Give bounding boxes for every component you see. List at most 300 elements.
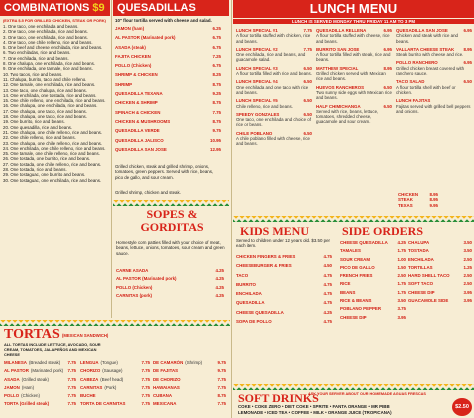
lunch-item-price: 6.50 <box>303 65 312 71</box>
torta-item-name: LENGUA <box>80 360 99 365</box>
quesadilla-item <box>115 100 221 105</box>
lunch-item-name: LUNCH SPECIAL #5 <box>236 98 278 104</box>
combo-item: 30. One tostaguac, one enchilada, rice and beans. <box>3 177 102 183</box>
torta-item-detail: (Tongue) <box>100 360 118 365</box>
lunch-item <box>236 79 312 95</box>
torta-item <box>153 401 226 406</box>
side-item-name: ENCHILADA <box>408 256 434 262</box>
combo-item: 2. One taco, one enchilada, rice and beans. <box>3 29 88 35</box>
lunch-item-desc: Steak burrito with cheese and rice. <box>396 52 464 58</box>
side-item-name: RICE & BEANS <box>340 298 372 304</box>
kids-title: KIDS MENU <box>240 224 310 238</box>
lunch-item-name: CHILE POBLANO <box>236 130 273 136</box>
combo-item: 14. One enchilada, one tostada, rice and beans. <box>3 92 97 98</box>
drinks-zigzag <box>233 384 474 390</box>
quesadilla-item <box>115 45 221 50</box>
side-item <box>408 265 472 270</box>
torta-item-price: 7.75 <box>67 376 76 382</box>
side-item <box>340 290 406 295</box>
sides-col-2 <box>408 240 472 306</box>
quesadilla-item-price: 8.75 <box>212 118 221 124</box>
side-item-price: 1.25 <box>463 264 472 270</box>
fajita-item <box>398 203 438 208</box>
kids-item-name: CHICKEN FINGERS & FRIES <box>236 254 296 259</box>
lunch-item-price: 6.95 <box>383 28 392 33</box>
torta-item <box>80 360 150 365</box>
side-item-price: 4.25 <box>397 240 406 245</box>
quesadilla-item-name: AL PASTOR (Marinated pork) <box>115 35 176 41</box>
torta-item-detail: (Sausage) <box>102 368 123 374</box>
torta-item-price: 7.75 <box>217 376 226 382</box>
torta-item-price: 7.75 <box>141 393 150 399</box>
kids-item-name: SOPA DE POLLO <box>236 319 272 325</box>
lunch-item-desc: One enchilada and one taco with rice and beans. <box>236 84 309 95</box>
lunch-subtitle: LUNCH IS SERVED MONDAY THRU FRIDAY 11 AM TO 3 PM <box>233 19 474 24</box>
side-item-name: GUACAMOLE SIDE <box>408 298 449 304</box>
sopes-item-name: CARNITAS (pork) <box>116 292 153 298</box>
lunch-item-desc: Chicken and steak with rice and beans. <box>396 33 458 44</box>
combo-item: 23. One chalupa, one chile relleno, rice and beans. <box>3 140 103 146</box>
fajita-item-name: TEXAS <box>398 202 413 208</box>
kids-item-name: ENCHILADA <box>236 291 262 297</box>
tortas-subtitle: (MEXICAN SANDWICH) <box>62 333 109 338</box>
lunch-item <box>236 47 312 63</box>
lunch-item <box>316 28 392 44</box>
divider-1 <box>111 0 112 318</box>
lunch-item <box>316 85 392 101</box>
torta-item-name: CABEZA <box>80 376 99 382</box>
drinks-title: SOFT DRINKS <box>238 391 319 405</box>
combo-item: 27. One tostada, one chile relleno, rice and beans. <box>3 161 102 167</box>
quesadilla-item-name: QUESADILLA JALISCO <box>115 137 164 143</box>
kids-item <box>236 300 332 305</box>
combo-item: 26. One tostada, one burrito, rice and beans. <box>3 156 91 162</box>
lunch-item <box>236 66 312 77</box>
combinations-title: COMBINATIONS <box>4 2 90 14</box>
lunch-header: LUNCH MENU <box>233 0 474 18</box>
side-item-name: RICE <box>340 281 351 287</box>
torta-item-price: 7.75 <box>141 376 150 382</box>
torta-item-price: 7.75 <box>67 401 76 407</box>
lunch-item-name: VALLARTA CHEESE STEAK <box>396 46 455 52</box>
combinations-note: (EXTRA $.5 FOR GRILLED CHICKEN, STEAK OR PORK) <box>3 18 106 23</box>
torta-item-name: DE CHORIZO <box>153 376 181 382</box>
sopes-note: Homestyle corn patties filled with your choice of meat, beans, lettuce, onions, tomatoes, sour cream and green sauce. <box>116 240 225 256</box>
side-item-price: 2.50 <box>463 273 472 279</box>
torta-item-detail: (Beef head) <box>100 376 124 382</box>
lunch-item-header <box>236 79 312 84</box>
quesadilla-item-price: 6.75 <box>212 35 221 41</box>
side-item-name: FRENCH FRIES <box>340 273 373 279</box>
torta-item-price: 7.75 <box>141 384 150 390</box>
side-item-price: 1.75 <box>397 281 406 287</box>
torta-item-name: JAMON <box>4 384 20 390</box>
lunch-item-price: 6.50 <box>383 84 392 90</box>
torta-item <box>80 377 150 382</box>
drinks-note: ASK YOUR SERVER ABOUT OUR HOMEMADE AGUAS FRESCAS <box>308 392 426 396</box>
quesadilla-item-name: JAMON (ham) <box>115 26 145 31</box>
quesadilla-item-price: 8.75 <box>212 100 221 106</box>
quesadilla-item <box>115 26 221 31</box>
side-item-price: 1.00 <box>397 256 406 262</box>
sopes-title: SOPES & GORDITAS <box>140 207 204 234</box>
lunch-item-name: LUNCH SPECIAL #4 <box>236 79 278 85</box>
lunch-item <box>236 28 312 44</box>
quesadillas-list <box>115 26 221 156</box>
side-item <box>340 273 406 278</box>
quesadilla-item <box>115 128 221 133</box>
quesadilla-item-price: 8.75 <box>212 81 221 87</box>
torta-item-name: AL PASTOR <box>4 368 29 374</box>
torta-item-name: DE CAMARÓN <box>153 360 184 365</box>
side-item <box>408 248 472 253</box>
quesadillas-header: QUESADILLAS <box>113 0 229 16</box>
side-item-name: HARD SHELL TACO <box>408 273 450 279</box>
torta-item <box>80 401 150 406</box>
quesadilla-item-name: CHICKEN & SHRIMP <box>115 100 158 106</box>
combo-item: 25. One tamale, one chile relleno, rice and beans. <box>3 151 100 157</box>
combo-item: 6. Two enchiladas, rice and beans. <box>3 50 71 56</box>
lunch-item-name: HUEVOS RANCHEROS <box>316 84 365 90</box>
combo-item: 15. One chile relleno, one enchilada, rice and beans. <box>3 98 106 104</box>
lunch-item-price: 6.50 <box>463 79 472 85</box>
combo-item: 22. One chile relleno, rice and beans. <box>3 135 76 141</box>
lunch-item <box>396 28 472 44</box>
kids-item-price: 4.75 <box>323 272 332 278</box>
lunch-item <box>396 60 472 76</box>
lunch-item-price: 6.50 <box>303 79 312 85</box>
torta-item-name: TORTA (Grilled steak) <box>4 401 50 407</box>
combo-item: 19. One burrito, rice and beans. <box>3 119 65 125</box>
side-item <box>408 290 472 295</box>
lunch-item-name: MATTHEW SPECIAL <box>316 65 359 71</box>
quesadilla-item-price: 9.25 <box>212 91 221 97</box>
kids-item-price: 4.75 <box>323 300 332 306</box>
torta-item-name: TORTA DE CARNITAS <box>80 401 126 407</box>
lunch-fajitas <box>398 192 438 208</box>
lunch-item-desc: Grilled chicken breast covered with ranchero sauce. <box>396 65 465 77</box>
torta-item <box>153 360 226 365</box>
sopes-item-price: 4.25 <box>215 276 224 282</box>
combo-item: 12. One tamale, one enchilada, rice and beans. <box>3 82 96 88</box>
lunch-item-desc: A flour tortilla stuffed with cheese, rice and beans. <box>316 33 390 44</box>
tortas-zigzag <box>0 320 230 326</box>
quesadilla-item-price: 8.25 <box>212 72 221 78</box>
combo-item: 9. One enchilada, one tamale, rice and beans. <box>3 66 93 72</box>
side-item-price: 1.75 <box>397 289 406 295</box>
side-item <box>408 298 472 303</box>
side-item <box>340 240 406 245</box>
fajita-item-price: 8.95 <box>429 197 438 203</box>
quesadilla-item-price: 9.75 <box>212 128 221 134</box>
side-item-name: CHEESE QUESADILLA <box>340 240 388 245</box>
lunch-item-name: SPEEDY GONZALES <box>236 111 280 117</box>
quesadilla-sanjose-desc: Grilled shrimp, chicken and steak. <box>115 190 181 195</box>
lunch-item-header <box>236 98 312 103</box>
quesadilla-item-name: QUESADILLA VERDE <box>115 128 160 134</box>
combo-item: 1. One taco, one enchilada and beans. <box>3 24 79 29</box>
fajita-item-name: STEAK <box>398 197 413 203</box>
torta-item <box>4 377 76 382</box>
quesadilla-item-price: 7.25 <box>212 53 221 59</box>
side-item <box>340 248 406 253</box>
lunch-item-desc: Chile relleno, rice and beans. <box>236 103 293 109</box>
torta-item <box>4 401 76 406</box>
torta-item-price: 7.75 <box>217 384 226 390</box>
lunch-item-desc: A flour tortilla filled with rice and beans. <box>236 71 312 77</box>
tortas-col-3 <box>153 360 226 410</box>
side-item-name: PICO DE GALLO <box>340 264 375 270</box>
quesadilla-item-price: 10.95 <box>210 137 221 143</box>
sopes-list <box>116 268 224 301</box>
torta-item-detail: (Breaded steak) <box>28 360 61 365</box>
kids-item-name: QUESADILLA <box>236 300 265 306</box>
combo-item: 3. One taco, one enchilada, rice and beans. <box>3 34 88 40</box>
torta-item <box>80 393 150 398</box>
torta-item <box>153 368 226 373</box>
sopes-item-name: AL PASTOR (Marinated pork) <box>116 276 177 282</box>
lunch-item <box>236 98 312 109</box>
lunch-item-price: 8.95 <box>463 46 472 52</box>
quesadilla-item <box>115 110 221 115</box>
sopes-zigzag <box>113 200 229 206</box>
lunch-item-name: HALF CHIMICHANGA <box>316 103 361 109</box>
lunch-item-desc: Fajitas served with grilled bell peppers and onions. <box>396 103 471 114</box>
torta-item-price: 7.75 <box>67 384 76 390</box>
torta-item-name: CHORIZO <box>80 368 101 374</box>
drinks-line-1: COKE • COKE ZERO • DIET COKE • SPRITE • FANTA ORANGE • MR PIBB <box>238 404 390 409</box>
quesadilla-item-name: QUESADILLA SAN JOSE <box>115 146 167 152</box>
quesadilla-item-price: 6.25 <box>212 26 221 31</box>
lunch-item <box>316 47 392 63</box>
lunch-item-price <box>470 98 472 103</box>
torta-item <box>4 368 76 373</box>
torta-item-price: 9.75 <box>217 368 226 374</box>
side-item <box>340 281 406 286</box>
torta-item-detail: (Pork) <box>104 384 117 390</box>
torta-item-price: 8.75 <box>217 393 226 399</box>
kids-item <box>236 282 332 287</box>
torta-item <box>153 393 226 398</box>
quesadilla-item-name: FAJITA CHICKEN <box>115 53 151 59</box>
kids-item <box>236 263 332 268</box>
quesadilla-item-price: 6.75 <box>212 63 221 69</box>
side-item-price: 1.50 <box>397 264 406 270</box>
combo-item: 16. One chalupa, one enchilada, rice and beans. <box>3 103 98 109</box>
side-item-name: CHEESE DIP <box>340 314 367 320</box>
lunch-item-price: 7.75 <box>303 46 312 52</box>
combo-item: 28. One tostada, rice and beans. <box>3 167 67 173</box>
sides-title: SIDE ORDERS <box>342 224 424 238</box>
torta-item-name: BUCHE <box>80 393 96 399</box>
side-item <box>340 315 406 320</box>
combinations-list <box>3 24 109 183</box>
lunch-item-price: 6.50 <box>303 98 312 104</box>
lunch-item-price: 6.95 <box>463 60 472 66</box>
combinations-price: $9 <box>92 2 105 14</box>
sopes-item <box>116 285 224 290</box>
kids-item <box>236 310 332 315</box>
side-item <box>340 265 406 270</box>
torta-item <box>4 385 76 390</box>
kids-item-price: 4.75 <box>323 281 332 287</box>
lunch-item-price: 8.95 <box>383 65 392 71</box>
side-item <box>340 298 406 303</box>
sopes-item-name: POLLO (Chicken) <box>116 284 153 290</box>
quesadilla-item-name: SHRIMP <box>115 81 133 87</box>
torta-item <box>80 368 150 373</box>
quesadilla-item-name: SPINACH & CHICKEN <box>115 109 161 115</box>
sopes-item <box>116 293 224 298</box>
quesadilla-item-price: 12.95 <box>210 146 221 152</box>
torta-item <box>4 360 76 365</box>
side-item-price: 3.95 <box>463 298 472 304</box>
sopes-item-price: 4.25 <box>215 292 224 298</box>
lunch-item <box>316 104 392 125</box>
lunch-item <box>316 66 392 82</box>
combo-item: 29. One tostaguac, one burrito and beans. <box>3 172 86 178</box>
combo-item: 13. One taco, one chalupa, rice and beans. <box>3 87 87 93</box>
lunch-item-name: LUNCH FAJITAS <box>396 98 431 104</box>
kids-item <box>236 273 332 278</box>
kids-item-price: 4.50 <box>323 263 332 269</box>
lunch-item-price: 6.50 <box>303 111 312 117</box>
torta-item <box>80 385 150 390</box>
quesadilla-item <box>115 91 221 96</box>
lunch-item-desc: A flour tortilla filled with steak, rice and beans. <box>316 52 391 63</box>
torta-item-price: 7.75 <box>67 393 76 399</box>
quesadilla-item <box>115 138 221 143</box>
torta-item-price: 9.75 <box>217 360 226 365</box>
torta-item-price: 7.75 <box>141 401 150 407</box>
combo-item: 7. One enchilada, rice and beans. <box>3 55 69 61</box>
lunch-item-name: LUNCH SPECIAL #3 <box>236 65 278 71</box>
kids-item-price: 4.75 <box>323 291 332 297</box>
sopes-item-price: 4.25 <box>215 284 224 290</box>
torta-item-detail: (Grilled steak) <box>21 376 49 382</box>
side-item-name: BEANS <box>340 289 356 295</box>
torta-item-name: CUBANA <box>153 393 173 399</box>
side-item-name: CHEESE DIP <box>408 289 435 295</box>
quesadilla-item <box>115 72 221 77</box>
drinks-price-badge: $2.50 <box>452 398 472 416</box>
combo-item: 11. Chalupa, burrito, taco and chile relleno. <box>3 76 87 82</box>
torta-item-price: 7.75 <box>67 368 76 374</box>
kids-item-name: BURRITO <box>236 281 256 287</box>
side-item-name: TORTILLAS <box>408 264 433 270</box>
side-item-price: 3.50 <box>397 298 406 304</box>
sides-col-1 <box>340 240 406 323</box>
combo-item: 8. One chalupa, one enchilada, rice and beans. <box>3 61 96 67</box>
lunch-item-name: QUESADILLA SAN JOSE <box>396 28 448 33</box>
quesadilla-item <box>115 82 221 87</box>
lunch-item-desc: Grilled chicken served with Mexican rice and beans. <box>316 71 386 82</box>
lunch-item <box>236 112 312 128</box>
side-item-name: SOFT TACO <box>408 281 434 287</box>
side-item-price: 3.50 <box>463 248 472 254</box>
divider-2 <box>231 0 232 418</box>
tortas-col-2 <box>80 360 150 410</box>
torta-item-price: 7.75 <box>217 401 226 407</box>
torta-item-price: 7.75 <box>67 360 76 365</box>
kids-item <box>236 254 332 259</box>
side-item-price: 3.50 <box>463 240 472 245</box>
side-item <box>340 306 406 311</box>
side-item-price: 3.95 <box>463 289 472 295</box>
torta-item-name: ASADA <box>4 376 20 382</box>
side-item <box>408 257 472 262</box>
torta-item-detail: (Chicken) <box>21 393 40 399</box>
torta-item-name: POLLO <box>4 393 20 399</box>
lunch-item <box>396 98 472 114</box>
side-item-name: CHALUPA <box>408 240 430 245</box>
side-item-price: 3.75 <box>397 306 406 312</box>
torta-item <box>4 393 76 398</box>
tortas-note: ALL TORTAS INCLUDE LETTUCE, AVOCADO, SOUR CREAM, TOMATOES, JALAPEÑOS AND MEXICAN CHEESE <box>4 342 101 357</box>
quesadilla-item-price: 6.75 <box>212 44 221 50</box>
lunch-item-name: LUNCH SPECIAL #2 <box>236 46 278 52</box>
kids-zigzag <box>233 216 474 222</box>
quesadilla-item-price: 7.75 <box>212 109 221 115</box>
tortas-title: TORTAS <box>4 327 60 342</box>
torta-item-name: DE FAJITAS <box>153 368 179 374</box>
tortas-col-1 <box>4 360 76 410</box>
quesadilla-item <box>115 63 221 68</box>
combo-item: 17. One chalupa, one taco, rice and beans. <box>3 108 87 114</box>
fajita-item-price: 8.95 <box>429 192 438 197</box>
lunch-item-name: LUNCH SPECIAL #1 <box>236 28 278 33</box>
lunch-item <box>236 131 312 147</box>
combo-item: 5. One beef and cheese enchilada, rice and beans. <box>3 45 103 51</box>
fajita-item-name: CHICKEN <box>398 192 419 197</box>
lunch-item <box>396 79 472 95</box>
combo-item: 21. One chalupa, one chile relleno, rice and beans. <box>3 129 103 135</box>
combo-item: 10. Two tacos, rice and beans. <box>3 71 63 77</box>
torta-item-detail: (Marinated pork) <box>30 368 64 374</box>
side-item-name: SOUR CREAM <box>340 256 371 262</box>
side-item-price: 2.50 <box>397 273 406 279</box>
side-item-price: 2.50 <box>463 281 472 287</box>
quesadilla-item <box>115 119 221 124</box>
lunch-item <box>396 47 472 58</box>
torta-item <box>153 377 226 382</box>
combo-item: 18. One chalupa, one taco, rice and beans. <box>3 114 87 120</box>
kids-item-name: CHEESE QUESADILLA <box>236 309 284 315</box>
kids-item-name: TACO <box>236 272 249 278</box>
torta-item-name: CARNITAS <box>80 384 103 390</box>
quesadilla-item-name: SHRIMP & CHICKEN <box>115 72 158 78</box>
side-item <box>408 273 472 278</box>
lunch-item-name: TACO SALAD <box>396 79 425 85</box>
lunch-item-name: QUESADILLA RELLENA <box>316 28 367 33</box>
lunch-item-name: BURRITO SAN JOSE <box>316 46 360 52</box>
lunch-col-1 <box>236 28 312 150</box>
torta-item-price: 7.75 <box>141 360 150 365</box>
lunch-col-2 <box>316 28 392 128</box>
sopes-item <box>116 268 224 273</box>
quesadilla-item-name: CHICKEN & MUSHROOMS <box>115 118 171 124</box>
side-item-name: TAMALES <box>340 248 361 254</box>
kids-item <box>236 319 332 324</box>
fajita-item-price: 9.95 <box>429 202 438 208</box>
lunch-col-3 <box>396 28 472 117</box>
side-item <box>340 257 406 262</box>
lunch-item-price: 6.95 <box>463 28 472 33</box>
kids-item-name: CHEESEBURGER & FRIES <box>236 263 292 269</box>
kids-note: Served to children under 12 years old. $3.50 per each item. <box>236 238 330 249</box>
lunch-item-price: 6.95 <box>383 46 392 52</box>
side-item-price: 2.50 <box>463 256 472 262</box>
